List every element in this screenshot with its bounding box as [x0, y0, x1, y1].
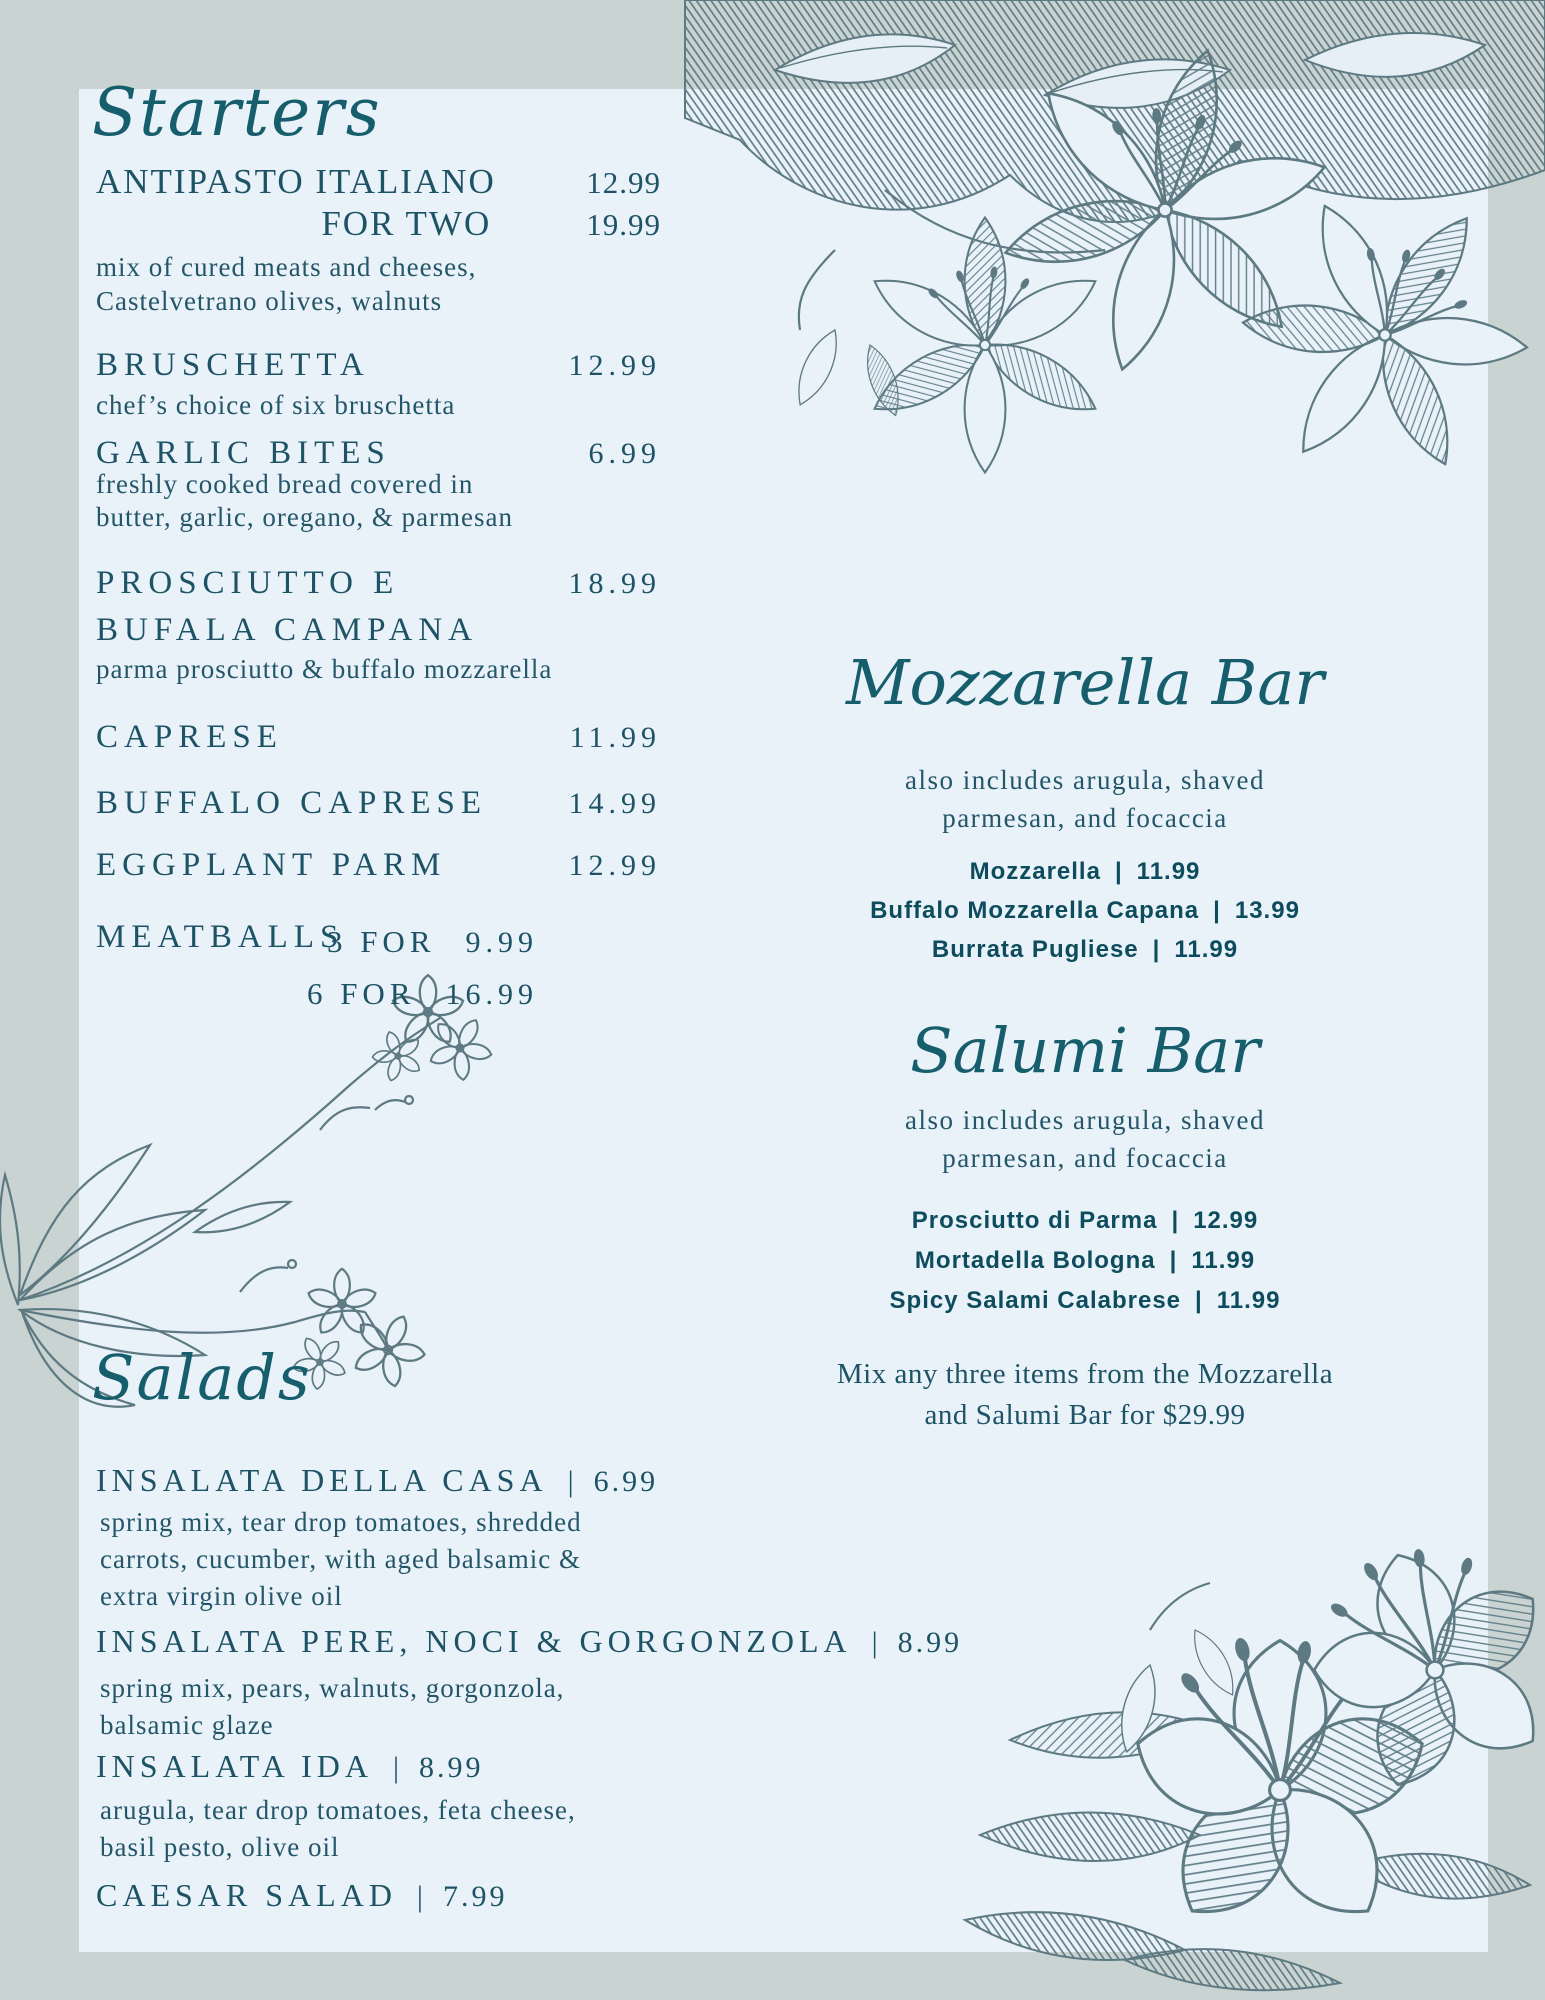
- separator: |: [1195, 1287, 1203, 1314]
- menu-item-insalata-pere: [96, 1623, 962, 1660]
- item-price: 13.99: [1234, 897, 1300, 924]
- item-name: CAPRESE: [96, 719, 283, 755]
- item-name: Mortadella Bologna: [914, 1247, 1156, 1274]
- item-name: GARLIC BITES: [96, 435, 391, 471]
- menu-item-prosciutto: [96, 565, 661, 602]
- mozzarella-bar-heading: Mozzarella Bar: [846, 646, 1324, 719]
- item-name: Mozzarella: [969, 858, 1101, 885]
- menu-item-insalata-della-casa: [96, 1462, 658, 1499]
- mozzarella-bar-items: [740, 852, 1430, 969]
- item-price: 8.99: [419, 1751, 484, 1784]
- meatballs-option: 3 FOR: [326, 924, 436, 959]
- menu-item-caprese: [96, 719, 661, 756]
- separator: |: [1213, 897, 1221, 924]
- separator: |: [1114, 858, 1123, 885]
- item-price: 6.99: [593, 1465, 659, 1498]
- menu-item-caesar-salad: [96, 1877, 507, 1914]
- item-price: 12.99: [568, 349, 661, 382]
- salumi-bar-note: also includes arugula, shaved parmesan, and focaccia: [905, 1105, 1265, 1173]
- separator: |: [871, 1626, 878, 1659]
- bar-item: [740, 852, 1430, 891]
- item-name: Buffalo Mozzarella Capana: [870, 897, 1200, 924]
- separator: |: [1171, 1207, 1180, 1234]
- menu-item-eggplant-parm: [96, 847, 661, 884]
- item-description: spring mix, pears, walnuts, gorgonzola, balsamic glaze: [100, 1673, 565, 1740]
- item-price: 11.99: [1216, 1287, 1281, 1314]
- item-description: mix of cured meats and cheeses, Castelvetrano olives, walnuts: [96, 252, 477, 316]
- menu-item-garlic-bites: [96, 435, 661, 472]
- item-price: 11.99: [1136, 858, 1201, 885]
- item-price: 11.99: [1191, 1247, 1256, 1274]
- item-price: 7.99: [442, 1880, 508, 1913]
- salads-heading: Salads: [92, 1341, 312, 1414]
- item-price: 12.99: [1193, 1207, 1259, 1234]
- meatballs-price: 16.99: [445, 978, 538, 1011]
- item-name: EGGPLANT PARM: [96, 847, 447, 883]
- item-name: MEATBALLS: [96, 919, 345, 955]
- bar-item: [740, 891, 1430, 930]
- item-description: chef’s choice of six bruschetta: [96, 390, 456, 420]
- menu-item-antipasto-for-two: [96, 204, 661, 244]
- item-price: 11.99: [569, 721, 661, 754]
- meatballs-option: 6 FOR: [306, 976, 416, 1011]
- item-price: 6.99: [588, 437, 661, 470]
- bar-item: [740, 1281, 1430, 1321]
- item-name: BUFALA CAMPANA: [96, 612, 478, 648]
- item-name: INSALATA DELLA CASA: [96, 1462, 548, 1498]
- item-description: arugula, tear drop tomatoes, feta cheese, basil pesto, olive oil: [100, 1795, 576, 1862]
- item-price: 14.99: [568, 787, 661, 820]
- salumi-bar-heading: Salumi Bar: [910, 1014, 1260, 1087]
- item-price: 18.99: [568, 567, 661, 600]
- item-name: BUFFALO CAPRESE: [96, 785, 488, 821]
- item-price: 19.99: [586, 207, 661, 242]
- menu-item-bruschetta: [96, 347, 661, 384]
- item-name: Burrata Pugliese: [931, 936, 1139, 963]
- separator: |: [392, 1751, 399, 1784]
- item-name: PROSCIUTTO E: [96, 565, 400, 601]
- item-name: FOR TWO: [321, 204, 492, 243]
- bar-item: [740, 1241, 1430, 1281]
- item-name: Spicy Salami Calabrese: [889, 1287, 1182, 1314]
- bar-item: [740, 930, 1430, 969]
- bar-item: [740, 1201, 1430, 1241]
- salumi-bar-items: [740, 1201, 1430, 1321]
- item-description: spring mix, tear drop tomatoes, shredded carrots, cucumber, with aged balsamic & extra virgin olive oil: [100, 1507, 582, 1611]
- starters-heading: Starters: [92, 74, 382, 151]
- meatballs-price: 9.99: [465, 926, 538, 959]
- separator: |: [416, 1880, 423, 1913]
- mix-and-match-note: Mix any three items from the Mozzarella and Salumi Bar for $29.99: [836, 1358, 1334, 1431]
- mozzarella-bar-note: also includes arugula, shaved parmesan, and focaccia: [905, 765, 1265, 833]
- item-name: INSALATA PERE, NOCI & GORGONZOLA: [96, 1623, 852, 1659]
- menu-item-prosciutto-line2: [96, 612, 661, 649]
- item-name: CAESAR SALAD: [96, 1877, 397, 1913]
- menu-item-insalata-ida: [96, 1748, 484, 1785]
- item-name: INSALATA IDA: [96, 1748, 373, 1784]
- separator: |: [1169, 1247, 1178, 1274]
- item-name: Prosciutto di Parma: [911, 1207, 1158, 1234]
- menu-item-antipasto: [96, 162, 661, 202]
- meatballs-prices: [96, 919, 538, 1023]
- item-name: BRUSCHETTA: [96, 347, 370, 383]
- menu-item-buffalo-caprese: [96, 785, 661, 822]
- item-price: 12.99: [568, 849, 661, 882]
- item-price: 12.99: [586, 165, 661, 200]
- item-description: parma prosciutto & buffalo mozzarella: [96, 654, 553, 684]
- item-description: freshly cooked bread covered in butter, garlic, oregano, & parmesan: [96, 469, 514, 532]
- item-name: ANTIPASTO ITALIANO: [96, 162, 496, 201]
- separator: |: [1152, 936, 1161, 963]
- item-price: 8.99: [897, 1626, 963, 1659]
- item-price: 11.99: [1174, 936, 1239, 963]
- separator: |: [567, 1465, 574, 1498]
